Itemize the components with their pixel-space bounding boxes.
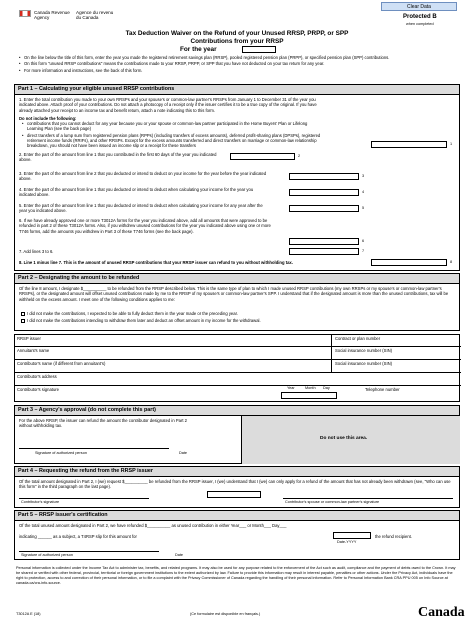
agency-use-area	[241, 416, 460, 464]
part5-recipient-text: the refund recipient.	[375, 534, 413, 539]
date-yyyy-label: Date-YYYY	[337, 540, 357, 544]
part1-line4-text: 4. Enter the part of the amount from line 1 that you deducted or intend to deduct when calculating your income for the year you indicated above.	[19, 187, 254, 198]
agency-en-line-1: Canada Revenue	[34, 10, 70, 15]
line2-amount-input[interactable]	[230, 153, 295, 160]
issuer-row	[15, 335, 461, 347]
part4-signature-label: Contributor's signature	[21, 500, 60, 504]
part5-text: Of the total unused amount designated in Part 2, we have refunded $__________ as unused contribution in either Year___ or Month___ Day___	[19, 523, 287, 528]
part2-text: Of the line 8 amount, I designate $__________ to be refunded from the RRSP described below. This is the same type of plan to which I made unused RRSP contributions (my own RRSPs or my spouse's or common-law partner's RRSPs), or the designated amount will offset unused contributions made by me to the RRSP of my spouse's or common-law partner's SPP. I understand that if the designated amount is more than the unused contributions, tax will be withheld on the excess amount. I meet one of the following conditions applies to me:	[19, 286, 449, 302]
part5-date-label: Date	[175, 553, 184, 557]
part1-line6-text: 6. If we have already approved one or more T3012A forms for the year you indicated above, add all amounts that were approved to be refunded in part 2 of these T3012A forms. Also, if you withdrew unused contributions for the year you indicated above using one or more T746 forms, add the amounts you withdrew in Part 3 of these T746 forms (see the back page).	[19, 218, 271, 234]
part2-section	[14, 273, 460, 331]
part4-spouse-signature-line	[283, 498, 453, 499]
year-input[interactable]	[242, 46, 276, 53]
part3-text: For the above RRSP, the issuer can refund the amount the contributor designated in Part 2 without withholding tax.	[19, 418, 187, 429]
day-label: Day	[323, 386, 330, 390]
part5-signature-line	[19, 551, 159, 552]
contributor-address-label: Contributor's address	[17, 374, 57, 379]
agency-header	[19, 10, 31, 17]
part3-signature-line	[19, 448, 169, 449]
agency-fr-line-1: Agence du revenu	[76, 10, 114, 15]
issuer-info-section	[14, 334, 460, 402]
agency-name-fr	[76, 10, 113, 20]
part1-line7-text: 7. Add lines 3 to 6.	[19, 249, 54, 254]
agency-en-line-2: Agency	[34, 15, 50, 21]
divider	[331, 335, 332, 347]
part1-line3-text: 3. Enter the part of the amount from line 2 that you deducted or intend to deduct on your income for the year before the year indicated above.	[19, 171, 267, 182]
part3-signature-label: Signature of authorized person	[35, 451, 87, 455]
month-label: Month	[305, 386, 316, 390]
line1-ref: 1	[450, 142, 453, 146]
part2-check2-row	[21, 318, 451, 323]
signature-row	[15, 386, 461, 403]
divider	[331, 347, 332, 360]
line8-ref: 8	[450, 260, 453, 264]
line7-amount-input[interactable]	[289, 248, 359, 255]
year-label: Year	[287, 386, 295, 390]
part5-section	[14, 510, 460, 560]
intro-item: • On the line below the title of this form, enter the year you made the registered retirement savings plan (RRSP), pooled registered pension plan (PRPP), or specified pension plan (SPP) contributions.	[18, 55, 456, 60]
contributor-row	[15, 360, 461, 373]
part4-header: Part 4 – Requesting the refund from the RRSP issuer	[15, 467, 459, 477]
part4-text: Of the total amount designated in Part 2, I (we) request $__________ be refunded from the RRSP issuer, I (we) understand that I (we) can only apply for a refund of the amount that has not already been withdrawn (see, "Who can use this form" in the third paragraph on the last page).	[19, 479, 451, 490]
french-availability-note: (Ce formulaire est disponible en français.)	[190, 612, 261, 616]
contract-number-label: Contract or plan number	[335, 336, 381, 341]
canada-flag-icon	[19, 10, 31, 17]
annuitant-row	[15, 347, 461, 360]
part5-header: Part 5 – RRSP issuer's certification	[15, 511, 459, 521]
line4-amount-input[interactable]	[289, 189, 359, 196]
canada-wordmark-text: Canada	[418, 605, 465, 620]
part1-line1-text: 1. Enter the total contribution you made to your own RRSPs and your spouse's or common-law partner's RRSPs from January 1 to December 31 of the year you indicated above. Attach proof of your contributions. Do not attach a photocopy of a receipt only if the issuer certifies it to be a true copy of the original. If you have already attached your receipt to an income tax and benefit return, attach a note indicating this to this form.	[19, 97, 317, 113]
line6-amount-input[interactable]	[289, 238, 359, 245]
part3-header: Part 3 – Agency's approval (do not complete this part)	[15, 406, 459, 416]
part2-header: Part 2 – Designating the amount to be refunded	[15, 274, 459, 284]
part4-signature-line	[19, 498, 149, 499]
exclusion-item: • contributions that you cannot deduct for any year because you or your spouse or common-law partner participated in the Home Buyers' Plan or Lifelong Learning Plan (see the back page)	[21, 121, 321, 132]
canada-wordmark	[418, 604, 465, 622]
contributor-sin-label: Social insurance number (SIN)	[335, 361, 393, 366]
part1-line2-text: 2. Enter the part of the amount from line 1 that you contributed in the first 60 days of the year you indicated above.	[19, 152, 217, 163]
exclusion-item: • direct transfers of a lump sum from registered pension plans (RPPs) (including transfers of excess amounts), deferred profit-sharing plans (DPSPs), registered retirement income funds (RRIFs), and other RRSPs. Except for the excess amounts transferred and direct transfers on marriage or common-law relationship breakdown, you should not have been issued an income slip or a receipt for these transfers	[21, 133, 321, 149]
line8-amount-input[interactable]	[371, 259, 447, 266]
line3-ref: 3	[362, 174, 365, 178]
part1-line8-text: 8. Line 1 minus line 7. This is the amount of unused RRSP contributions that your RRSP issuer can refund to you without withholding tax.	[19, 260, 293, 265]
condition-1-label: I did not make the contributions, I expected to be able to fully deduct them in the year made or the preceding year.	[27, 311, 238, 316]
condition-2-checkbox[interactable]	[21, 319, 25, 323]
part1-section	[14, 84, 460, 271]
part3-section	[14, 405, 460, 464]
annuitant-sin-label: Social insurance number (SIN)	[335, 348, 393, 353]
rrsp-issuer-label: RRSP issuer	[17, 336, 41, 341]
part5-year-input[interactable]	[333, 532, 371, 539]
part5-indicating-text: indicating ______ as a subject, a T4RSP slip for this amount for	[19, 534, 137, 539]
protected-label: Protected B	[403, 14, 437, 20]
do-not-use-label: Do not use this area.	[320, 436, 368, 441]
privacy-notice: Personal information is collected under the Income Tax Act to administer tax, benefits, and related programs. It may also be used for any purpose related to the enforcement of the Act such as audit, compliance and the payment of debts owed to the Crown. It may be shared or verified with other federal, provincial, territorial or foreign government institutions to the extent authorized by law. Failure to provide this information may result in interest payable, penalties or other actions. Under the Privacy Act, individuals have the right to protection, access to and correction of their personal information, or to file a complaint with the Privacy Commissioner of Canada regarding the handling of their personal information. Refer to Personal Information Bank CRA PPU 005 on Info Source at canada.ca/cra-info-source.	[16, 566, 456, 585]
annuitant-name-label: Annuitant's name	[17, 348, 50, 353]
intro-item: • For more information and instructions, see the back of this form.	[18, 68, 456, 73]
form-title	[60, 30, 414, 45]
part2-check1-row	[21, 311, 451, 316]
line2-ref: 2	[298, 154, 301, 158]
for-year-row	[180, 46, 217, 54]
signature-date-input[interactable]	[281, 392, 337, 399]
title-line-1: Tax Deduction Waiver on the Refund of your Unused RRSP, PRPP, or SPP	[125, 30, 349, 37]
line7-ref: 7	[362, 249, 365, 253]
part4-section	[14, 466, 460, 508]
contributor-signature-label: Contributor's signature	[17, 387, 59, 392]
contributor-address-row	[15, 373, 461, 386]
intro-list	[18, 55, 456, 73]
contributor-name-label: Contributor's name (if different from annuitant's)	[17, 361, 106, 366]
part5-signature-label: Signature of authorized person	[21, 553, 73, 557]
title-line-2: Contributions from your RRSP	[190, 37, 284, 45]
agency-name-en	[34, 10, 70, 20]
telephone-label: Telephone number	[365, 387, 400, 392]
agency-fr-line-2: du Canada	[76, 15, 99, 21]
exclusion-list	[21, 121, 321, 148]
line1-amount-input[interactable]	[371, 141, 447, 148]
part4-date-input[interactable]	[207, 491, 261, 498]
line5-amount-input[interactable]	[289, 205, 359, 212]
part3-date-label: Date	[179, 451, 188, 455]
not-include-label: Do not include the following:	[19, 116, 77, 121]
part1-line5-text: 5. Enter the part of the amount from line 1 that you deducted or intend to deduct when calculating your income for any year after the year you indicated above.	[19, 203, 263, 214]
for-year-label: For the year	[180, 46, 217, 53]
clear-data-button[interactable]: Clear Data	[381, 2, 457, 11]
line3-amount-input[interactable]	[289, 173, 359, 180]
condition-2-label: I did not make the contributions intending to withdraw them later and deduct an offset amount in my income for the withdrawal.	[27, 318, 261, 323]
line5-ref: 5	[362, 206, 365, 210]
condition-1-checkbox[interactable]	[21, 312, 25, 316]
form-id: T3012A E (18)	[16, 612, 41, 616]
part4-spouse-signature-label: Contributor's spouse or common-law partner's signature	[285, 500, 380, 504]
intro-item: • On this form "unused RRSP contributions" means the contributions made to your RRSP, PRPP, or SPP that you have not deducted on your tax return for any year.	[18, 61, 456, 66]
protected-sub-label: when completed	[406, 22, 434, 26]
part1-header: Part 1 – Calculating your eligible unused RRSP contributions	[15, 85, 459, 95]
line4-ref: 4	[362, 190, 365, 194]
line6-ref: 6	[362, 239, 365, 243]
divider	[331, 360, 332, 373]
